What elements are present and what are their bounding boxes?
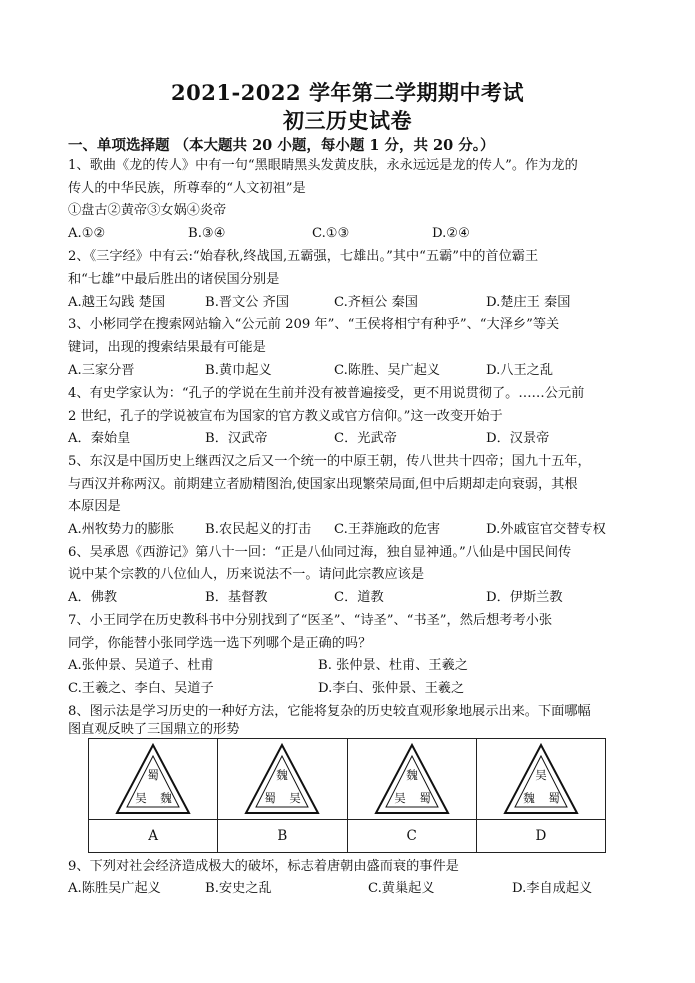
question-3-option-c: C.陈胜、吴广起义 [334,363,441,378]
figure-c-top: 魏 [405,768,418,782]
figure-c-right: 蜀 [418,791,431,805]
question-8-line-2: 图直观反映了三国鼎立的形势 [68,722,240,737]
question-7-line-2: 同学，你能替小张同学选一选下列哪个是正确的吗？ [68,636,372,651]
triangle-figure-a [113,742,193,816]
question-1-option-a: A.①② [68,226,106,241]
question-9-line-1: 9、下列对社会经济造成极大的破坏，标志着唐朝由盛而衰的事件是 [68,859,459,874]
question-1-line-2: 传人的中华民族，所尊奉的“人文初祖”是 [68,181,306,196]
figure-label-b: B [218,820,347,853]
question-8-line-1: 8、图示法是学习历史的一种好方法，它能将复杂的历史较直观形象地展示出来。下面哪幅 [68,704,591,719]
question-4-option-d: D．汉景帝 [486,431,550,446]
question-4-option-c: C．光武帝 [334,431,397,446]
figure-cell-b [218,739,347,820]
question-9-option-b: B.安史之乱 [205,881,272,896]
figure-d-right: 蜀 [548,791,560,805]
question-6-line-1: 6、吴承恩《西游记》第八十一回：“正是八仙同过海，独自显神通。”八仙是中国民间传 [68,545,572,560]
question-7-option-b: B. 张仲景、杜甫、王羲之 [318,658,468,673]
question-9-option-d: D.李自成起义 [512,881,593,896]
exam-title: 2021-2022 学年第二学期期中考试 [171,80,524,105]
question-5-option-b: B.农民起义的打击 [205,522,312,537]
question-6-option-a: A．佛教 [68,590,118,605]
section-heading: 一、单项选择题 （本大题共 20 小题，每小题 1 分，共 20 分。） [68,137,495,154]
figure-label-d: D [476,820,605,853]
question-1-option-b: B.③④ [188,226,226,241]
figure-a-top: 蜀 [147,768,159,782]
figure-cell-c [347,739,476,820]
question-9-option-c: C.黄巢起义 [368,881,435,896]
question-4-option-b: B．汉武帝 [205,431,268,446]
figure-d-top: 吴 [535,768,547,782]
figure-b-left: 蜀 [264,791,277,805]
question-4-line-1: 4、有史学家认为：“孔子的学说在生前并没有被普遍接受，更不用说贯彻了。……公元前 [68,386,585,401]
question-5-option-d: D.外戚宦官交替专权 [486,522,606,537]
question-7-line-1: 7、小王同学在历史教科书中分别找到了“医圣”、“诗圣”、“书圣”，然后想考考小张 [68,613,553,628]
figure-label-c: C [347,820,476,853]
three-kingdoms-figure-table [88,738,606,853]
triangle-figure-b [242,742,322,816]
figure-cell-a [89,739,218,820]
question-7-option-d: D.李白、张仲景、王羲之 [318,681,465,696]
figure-b-right: 吴 [289,791,302,805]
triangle-figure-d [501,742,581,816]
figure-label-a: A [89,820,218,853]
question-5-line-1: 5、东汉是中国历史上继西汉之后又一个统一的中原王朝，传八世共十四帝；国九十五年， [68,454,591,469]
question-2-option-c: C.齐桓公 秦国 [334,295,418,310]
question-2-line-1: 2、《三字经》中有云:“始春秋,终战国,五霸强，七雄出。”其中“五霸”中的首位霸王 [68,249,539,264]
question-5-line-3: 本原因是 [68,499,121,514]
question-1-line-3: ①盘古②黄帝③女娲④炎帝 [68,203,227,218]
triangle-figure-c [372,742,452,816]
question-6-option-b: B．基督教 [205,590,268,605]
exam-subtitle: 初三历史试卷 [283,108,412,133]
question-9-option-a: A.陈胜吴广起义 [68,881,161,896]
question-2-line-2: 和“七雄”中最后胜出的诸侯国分别是 [68,272,280,287]
question-3-line-1: 3、小彬同学在搜索网站输入“公元前 209 年”、“王侯将相宁有种乎”、“大泽乡”等关 [68,317,560,332]
question-3-option-b: B.黄巾起义 [205,363,272,378]
question-6-option-d: D．伊斯兰教 [486,590,563,605]
question-3-option-d: D.八王之乱 [486,363,554,378]
question-7-option-c: C.王羲之、李白、吴道子 [68,681,214,696]
figure-a-right: 魏 [160,791,172,805]
question-3-option-a: A.三家分晋 [68,363,135,378]
question-5-option-a: A.州牧势力的膨胀 [68,522,175,537]
question-6-line-2: 说中某个宗教的八位仙人，历来说法不一。请问此宗教应该是 [68,567,425,582]
question-7-option-a: A.张仲景、吴道子、杜甫 [68,658,214,673]
question-5-line-2: 与西汉并称两汉。前期建立者励精图治,使国家出现繁荣局面,但中后期却走向衰弱，其根 [68,477,578,492]
question-5-option-c: C.王莽施政的危害 [334,522,441,537]
question-2-option-d: D.楚庄王 秦国 [486,295,571,310]
figure-d-left: 魏 [523,791,535,805]
question-2-option-a: A.越王勾践 楚国 [68,295,166,310]
figure-a-left: 吴 [135,791,147,805]
figure-b-top: 魏 [276,768,289,782]
question-4-option-a: A．秦始皇 [68,431,131,446]
question-4-line-2: 2 世纪，孔子的学说被宣布为国家的官方教义或官方信仰。”这一改变开始于 [68,409,503,424]
figure-c-left: 吴 [393,791,406,805]
question-1-option-c: C.①③ [312,226,350,241]
question-3-line-2: 键词，出现的搜索结果最有可能是 [68,340,266,355]
figure-cell-d [476,739,605,820]
question-2-option-b: B.晋文公 齐国 [205,295,290,310]
question-6-option-c: C．道教 [334,590,384,605]
question-1-option-d: D.②④ [432,226,470,241]
question-1-line-1: 1、歌曲《龙的传人》中有一句“黑眼睛黑头发黄皮肤，永永远远是龙的传人”。作为龙的 [68,158,578,173]
